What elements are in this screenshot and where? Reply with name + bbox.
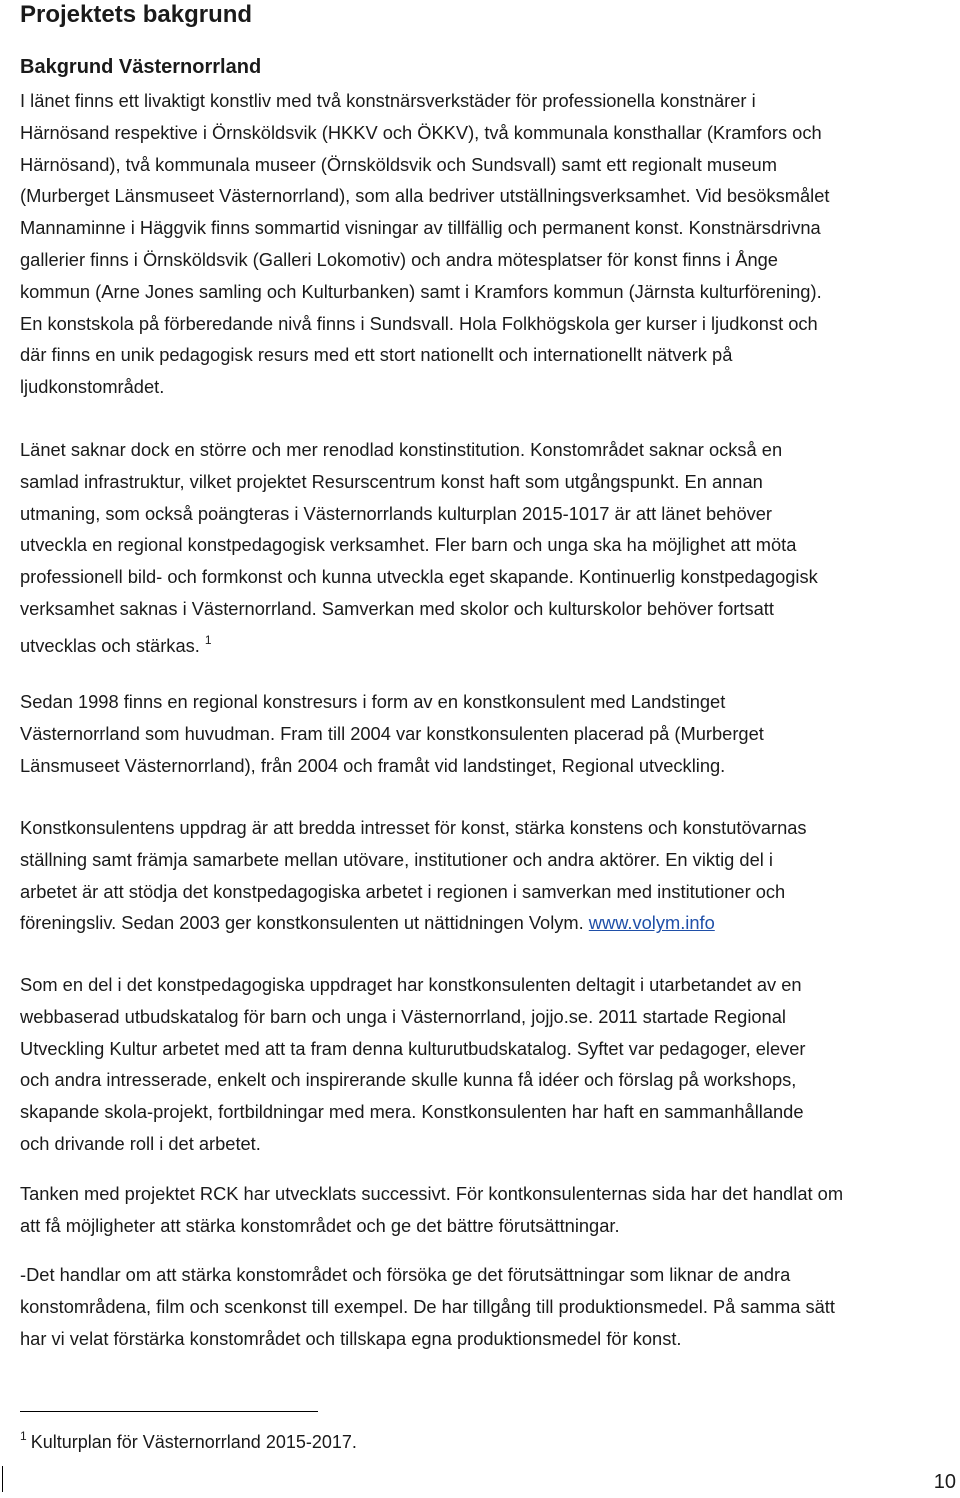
text-line: En konstskola på förberedande nivå finns i Sundsvall. Hola Folkhögskola ger kurser i ljudkonst och (20, 312, 818, 334)
section-heading: Bakgrund Västernorrland (20, 56, 262, 78)
text-line: ljudkonstområdet. (20, 376, 165, 398)
text-line: Mannaminne i Häggvik finns sommartid visningar av tillfällig och permanent konst. Konstnärsdrivna (20, 217, 821, 239)
text-line: konstområdena, film och scenkonst till exempel. De har tillgång till produktionsmedel. På samma sätt (20, 1295, 835, 1317)
text-line: Härnösand), två kommunala museer (Örnsköldsvik och Sundsvall) samt ett regionalt museum (20, 153, 777, 175)
volym-link[interactable]: www.volym.info (588, 912, 715, 934)
text-line (20, 907, 958, 939)
text-line: webbaserad utbudskatalog för barn och unga i Västernorrland, jojjo.se. 2011 startade Regional (20, 1005, 786, 1027)
text-line: Som en del i det konstpedagogiska uppdraget har konstkonsulenten deltagit i utarbetandet av en (20, 974, 802, 995)
text-segment: föreningsliv. Sedan 2003 ger konstkonsulenten ut nättidningen Volym. (20, 912, 589, 934)
page-title: Projektets bakgrund (20, 1, 253, 28)
text-line: professionell bild- och formkonst och kunna utveckla eget skapande. Kontinuerlig konstpedagogisk (20, 566, 818, 588)
paragraph-utbudskatalog (20, 969, 958, 1160)
paragraph-rck (20, 1178, 958, 1242)
text-line: I länet finns ett livaktigt konstliv med två konstnärsverkstäder för professionella konstnärer i (20, 90, 756, 111)
text-line: Tanken med projektet RCK har utvecklats successivt. För kontkonsulenternas sida har det handlat om (20, 1183, 844, 1204)
text-line: gallerier finns i Örnsköldsvik (Galleri Lokomotiv) och andra mötesplatser för konst finns i Ånge (20, 248, 778, 270)
footnote-number: 1 (20, 1429, 27, 1443)
text-line: verksamhet saknas i Västernorrland. Samverkan med skolor och kulturskolor behöver fortsatt (20, 597, 774, 619)
text-line: ställning samt främja samarbete mellan utövare, institutioner och andra aktörer. En viktig del i (20, 848, 773, 870)
text-line: samlad infrastruktur, vilket projektet Resurscentrum konst haft som utgångspunkt. En annan (20, 470, 763, 492)
footnote-separator (20, 1411, 318, 1412)
text-line: där finns en unik pedagogisk resurs med ett stort nationellt och internationellt nätverk på (20, 344, 733, 366)
text-line: kommun (Arne Jones samling och Kulturbanken) samt i Kramfors kommun (Järnsta kulturförening). (20, 280, 822, 302)
paragraph-quote (20, 1259, 958, 1354)
text-segment: utvecklas och stärkas. (20, 634, 205, 656)
paragraph-background (20, 85, 958, 403)
paragraph-uppdrag (20, 812, 958, 939)
text-line: utmaning, som också poängteras i Västernorrlands kulturplan 2015-1017 är att länet behöver (20, 502, 773, 524)
paragraph-konstresurs (20, 686, 958, 781)
footnote (20, 1422, 357, 1456)
text-line: och drivande roll i det arbetet. (20, 1132, 261, 1154)
text-line: utveckla en regional konstpedagogisk verksamhet. Fler barn och unga ska ha möjlighet att möta (20, 534, 797, 556)
text-line: -Det handlar om att stärka konstområdet och försöka ge det förutsättningar som liknar de andra (20, 1264, 791, 1285)
page-number: 10 (933, 1471, 956, 1493)
text-line: Härnösand respektive i Örnsköldsvik (HKKV och ÖKKV), två kommunala konsthallar (Kramfors och (20, 121, 822, 143)
text-line: Västernorrland som huvudman. Fram till 2004 var konstkonsulenten placerad på (Murberget (20, 722, 764, 744)
text-line: att få möjligheter att stärka konstområdet och ge det bättre förutsättningar. (20, 1214, 620, 1236)
footnote-reference[interactable]: 1 (204, 632, 212, 647)
text-line: Utveckling Kultur arbetet med att ta fram denna kulturutbudskatalog. Syftet var pedagoger, elever (20, 1037, 806, 1059)
text-line: Konstkonsulentens uppdrag är att bredda intresset för konst, stärka konstens och konstutövarnas (20, 817, 807, 838)
text-line: skapande skola-projekt, fortbildningar med mera. Konstkonsulenten har haft en sammanhållande (20, 1101, 804, 1123)
page-edge-mark (2, 1466, 3, 1492)
text-line: Sedan 1998 finns en regional konstresurs i form av en konstkonsulent med Landstinget (20, 691, 726, 712)
text-line: har vi velat förstärka konstområdet och tillskapa egna produktionsmedel för konst. (20, 1327, 682, 1349)
text-line: och andra intresserade, enkelt och inspirerande skulle kunna få idéer och förslag på workshops, (20, 1069, 797, 1091)
paragraph-institution (20, 434, 958, 657)
text-line: arbetet är att stödja det konstpedagogiska arbetet i regionen i samverkan med institutioner och (20, 880, 786, 902)
text-line: (Murberget Länsmuseet Västernorrland), som alla bedriver utställningsverksamhet. Vid besöksmålet (20, 185, 830, 207)
text-line (20, 625, 958, 657)
text-line: Länsmuseet Västernorrland), från 2004 och framåt vid landstinget, Regional utveckling. (20, 754, 726, 776)
footnote-text: Kulturplan för Västernorrland 2015-2017. (30, 1432, 357, 1452)
text-line: Länet saknar dock en större och mer renodlad konstinstitution. Konstområdet saknar också en (20, 439, 783, 460)
